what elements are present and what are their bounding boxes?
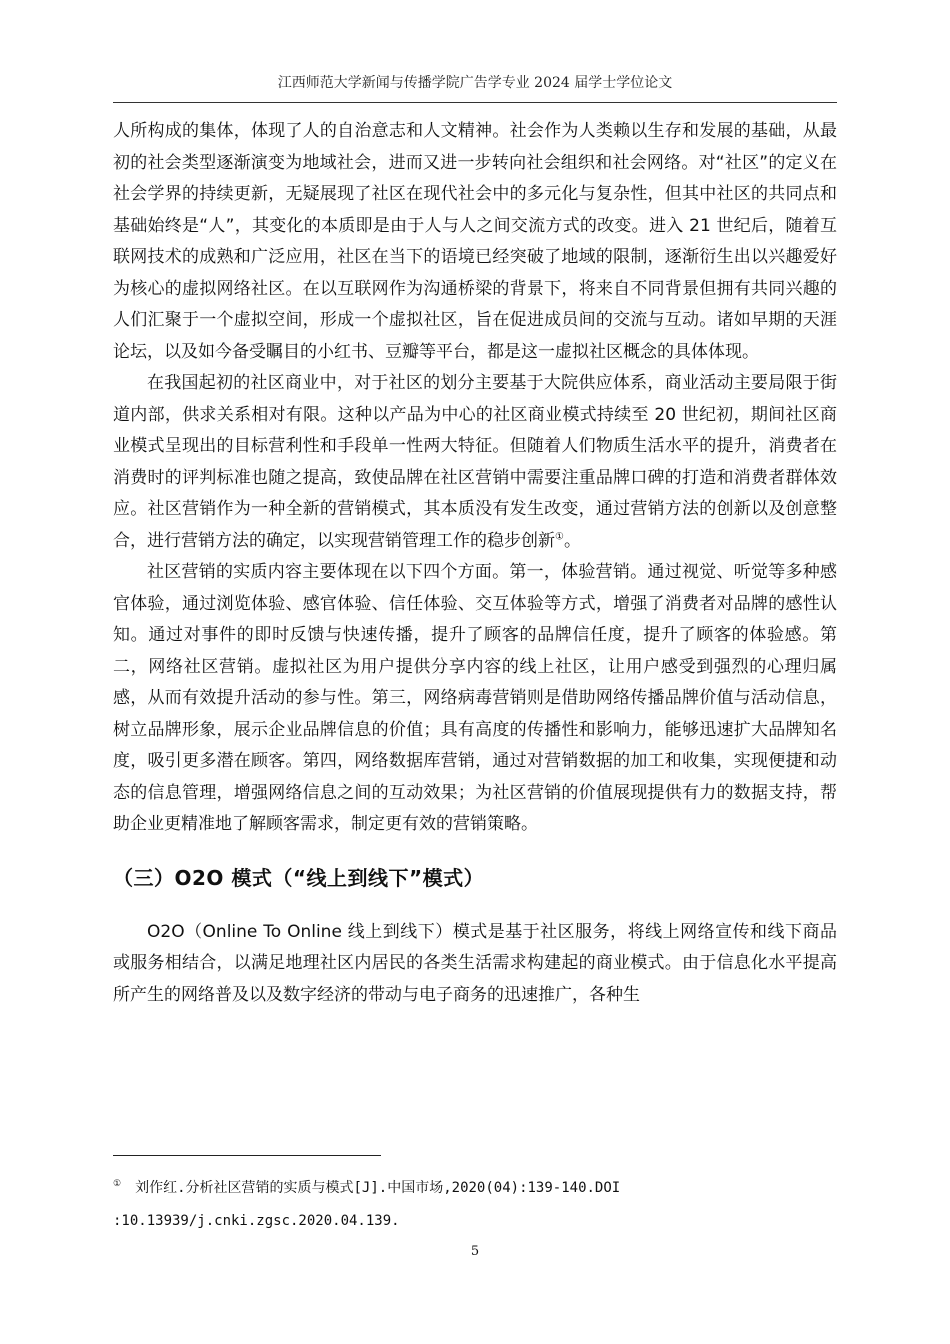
footnote-text: 刘作红.分析社区营销的实质与模式[J].中国市场,2020(04):139-140.DOI :10.13939/j.cnki.zgsc.2020.04.139. bbox=[113, 1180, 621, 1229]
section-heading: （三）O2O 模式（“线上到线下”模式） bbox=[113, 865, 485, 890]
header-rule bbox=[113, 102, 837, 103]
footnote bbox=[113, 1172, 837, 1238]
paragraph-3: 社区营销的实质内容主要体现在以下四个方面。第一，体验营销。通过视觉、听觉等多种感官体验，通过浏览体验、感官体验、信任体验、交互体验等方式，增强了消费者对品牌的感性认知。通过对事件的即时反馈与快速传播，提升了顾客的品牌信任度，提升了顾客的体验感。第二，网络社区营销。虚拟社区为用户提供分享内容的线上社区，让用户感受到强烈的心理归属感，从而有效提升活动的参与性。第三，网络病毒营销则是借助网络传播品牌价值与活动信息，树立品牌形象，展示企业品牌信息的价值；具有高度的传播性和影响力，能够迅速扩大品牌知名度，吸引更多潜在顾客。第四，网络数据库营销，通过对营销数据的加工和收集，实现便捷和动态的信息管理，增强网络信息之间的互动效果；为社区营销的价值展现提供有力的数据支持，帮助企业更精准地了解顾客需求，制定更有效的营销策略。 bbox=[113, 562, 837, 834]
paragraph-4: O2O（Online To Online 线上到线下）模式是基于社区服务，将线上网络宣传和线下商品或服务相结合，以满足地理社区内居民的各类生活需求构建起的商业模式。由于信息化水平提高所产生的网络普及以及数字经济的带动与电子商务的迅速推广，各种生 bbox=[113, 921, 837, 1005]
footnote-reference[interactable]: ① bbox=[555, 530, 564, 542]
paragraph-2-text: 在我国起初的社区商业中，对于社区的划分主要基于大院供应体系，商业活动主要局限于街道内部，供求关系相对有限。这种以产品为中心的社区商业模式持续至 20 世纪初，期间社区商业模式呈现出的目标营利性和手段单一性两大特征。但随着人们物质生活水平的提升，消费者在消费时的评判标准也随之提高，致使品牌在社区营销中需要注重品牌口碑的打造和消费者群体效应。社区营销作为一种全新的营销模式，其本质没有发生改变，通过营销方法的创新以及创意整合，进行营销方法的确定，以实现营销管理工作的稳步创新 bbox=[113, 373, 837, 551]
body-text bbox=[113, 116, 837, 1011]
footnote-rule bbox=[113, 1155, 381, 1156]
running-header: 江西师范大学新闻与传播学院广告学专业 2024 届学士学位论文 bbox=[277, 75, 673, 91]
paragraph-1: 人所构成的集体，体现了人的自治意志和人文精神。社会作为人类赖以生存和发展的基础，从最初的社会类型逐渐演变为地域社会，进而又进一步转向社会组织和社会网络。对“社区”的定义在社会学界的持续更新，无疑展现了社区在现代社会中的多元化与复杂性，但其中社区的共同点和基础始终是“人”，其变化的本质即是由于人与人之间交流方式的改变。进入 21 世纪后，随着互联网技术的成熟和广泛应用，社区在当下的语境已经突破了地域的限制，逐渐衍生出以兴趣爱好为核心的虚拟网络社区。在以互联网作为沟通桥梁的背景下，将来自不同背景但拥有共同兴趣的人们汇聚于一个虚拟空间，形成一个虚拟社区，旨在促进成员间的交流与互动。诸如早期的天涯论坛，以及如今备受瞩目的小红书、豆瓣等平台，都是这一虚拟社区概念的具体体现。 bbox=[113, 121, 837, 362]
paragraph-2-end: 。 bbox=[563, 530, 581, 551]
page-number: 5 bbox=[470, 1244, 480, 1259]
footnote-mark: ① bbox=[113, 1179, 122, 1190]
paragraph-2 bbox=[113, 368, 837, 557]
